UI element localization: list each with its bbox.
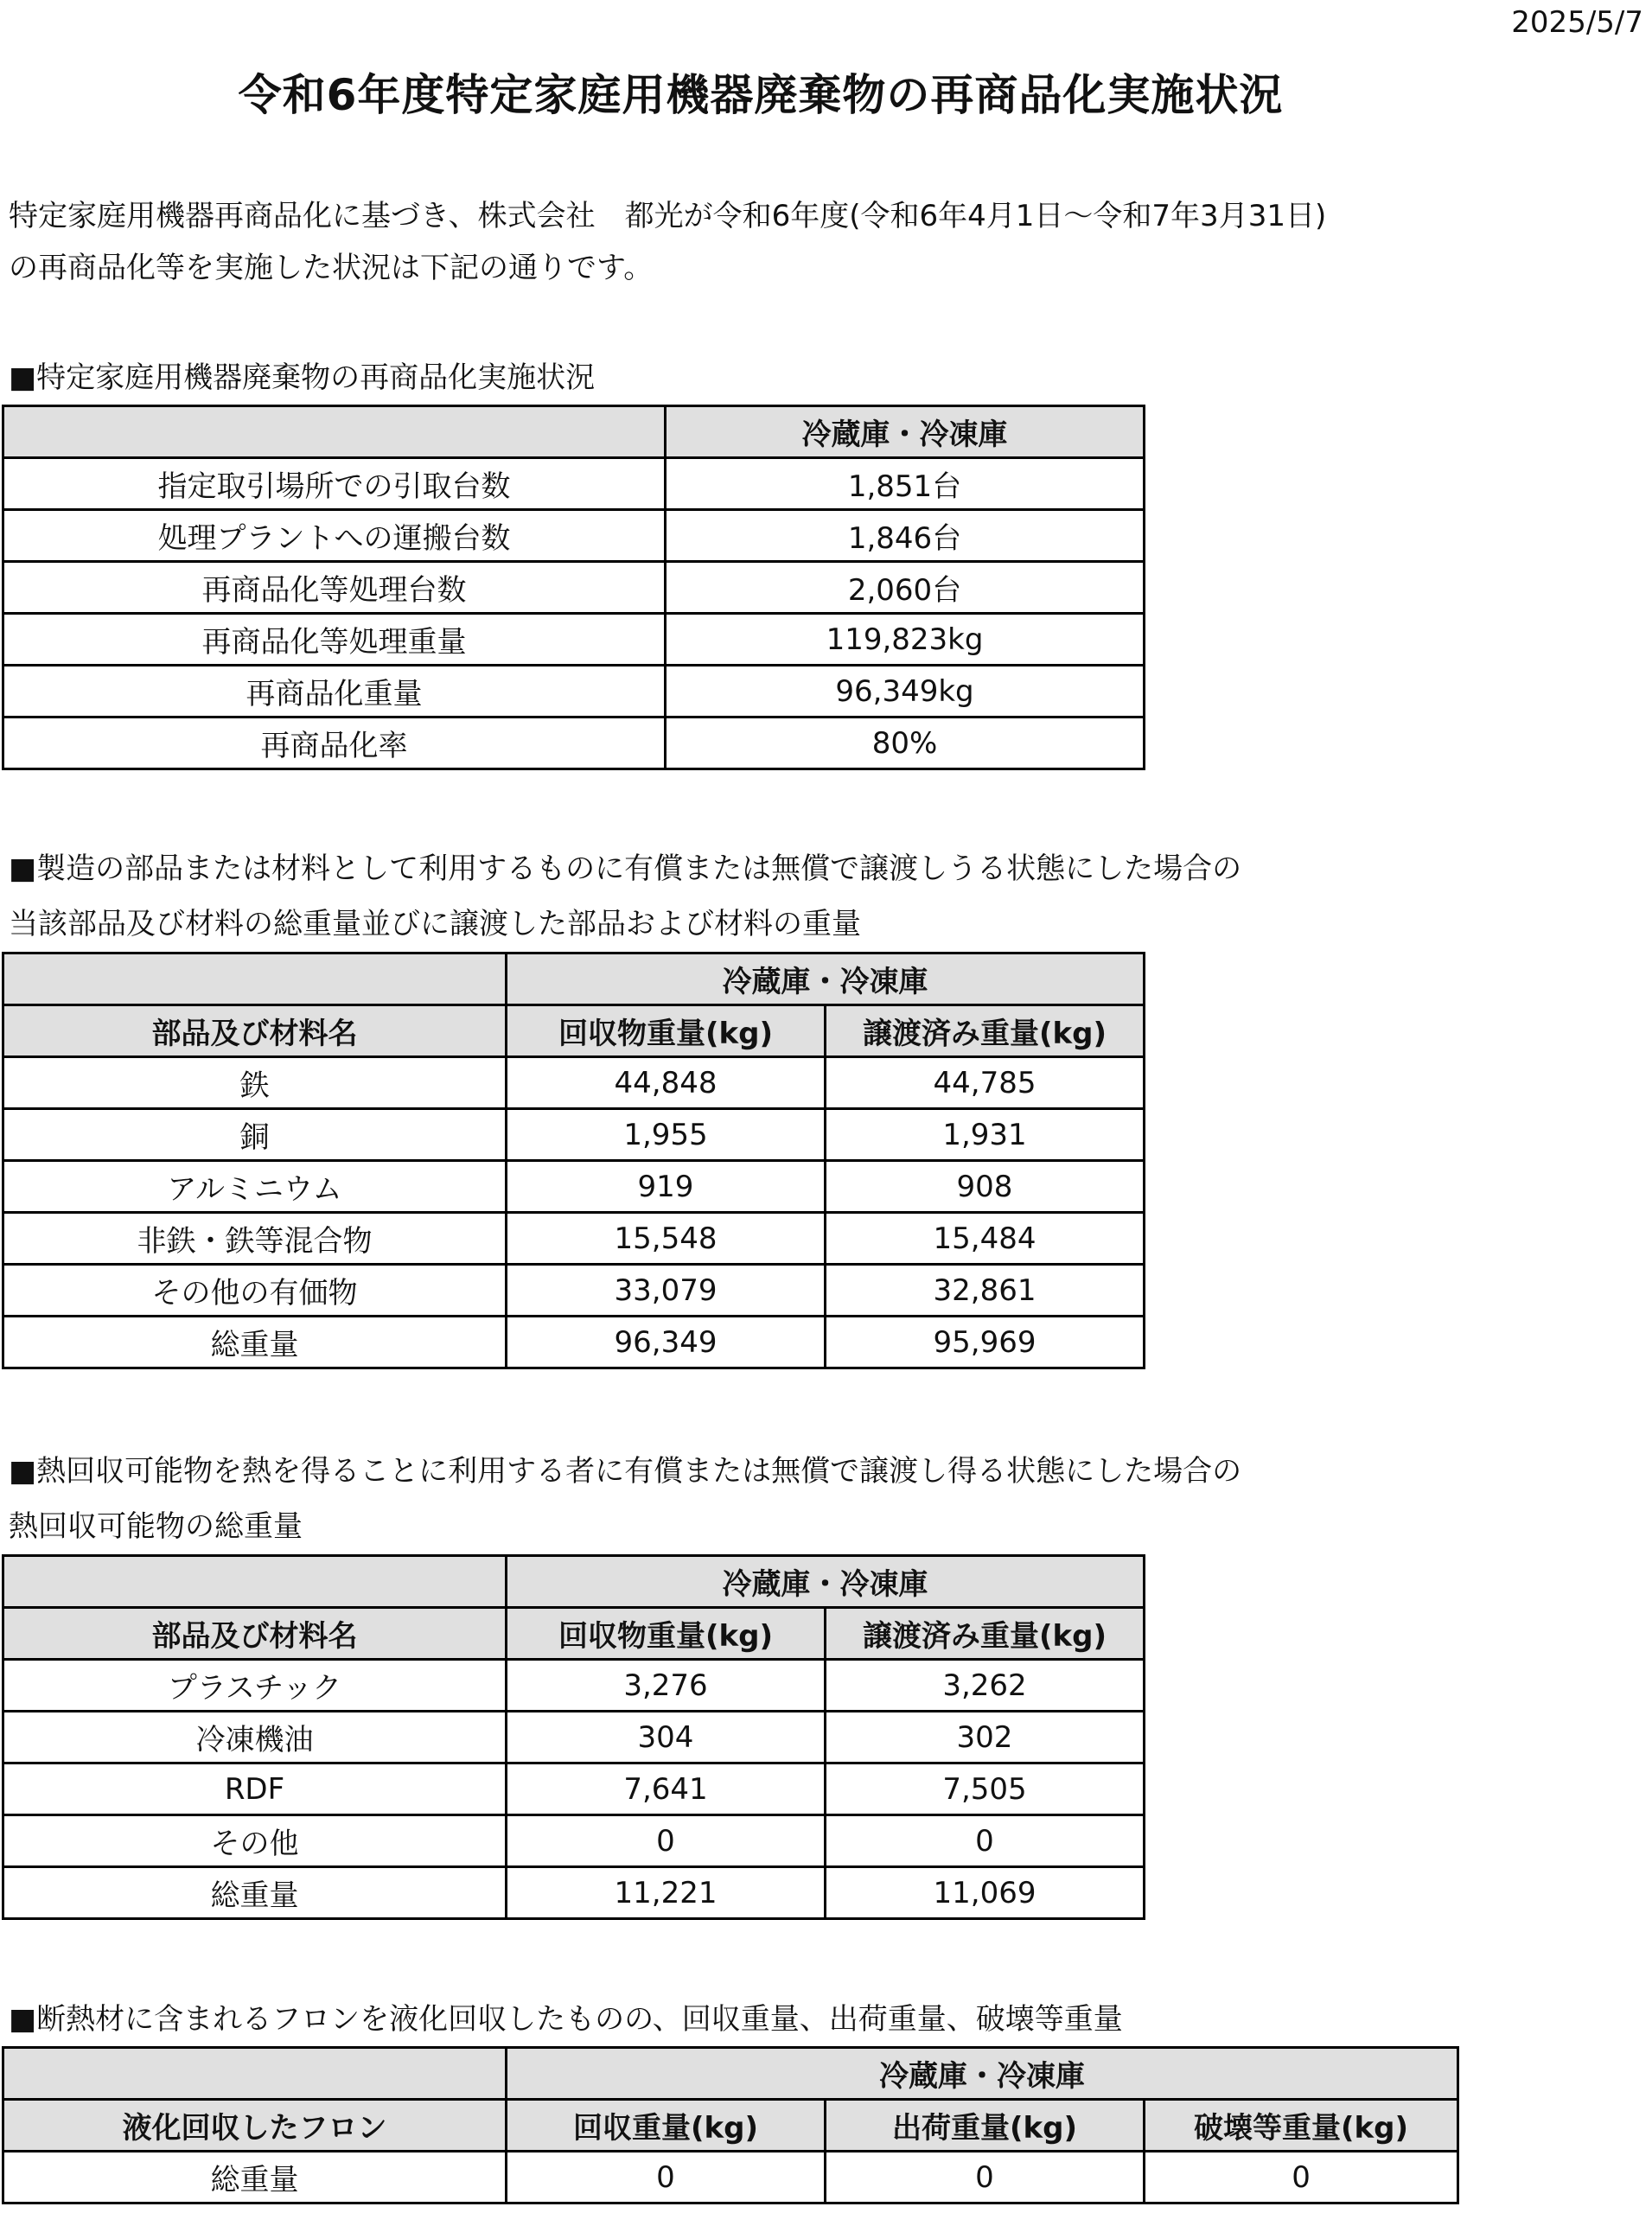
name-column-header: 部品及び材料名	[3, 1005, 507, 1057]
transferred-weight: 11,069	[826, 1867, 1145, 1919]
blank-header-cell	[3, 406, 666, 458]
document-date: 2025/5/7	[1511, 5, 1643, 40]
row-value: 96,349kg	[666, 666, 1145, 717]
transferred-weight: 302	[826, 1712, 1145, 1763]
section2-heading	[9, 841, 1241, 952]
materials-table	[2, 952, 1145, 1369]
row-label: 指定取引場所での引取台数	[3, 458, 666, 510]
recovered-weight: 11,221	[507, 1867, 826, 1919]
table-row	[3, 614, 1145, 666]
recycling-status-table	[2, 405, 1145, 770]
blank-header-cell	[3, 953, 507, 1005]
recovered-weight-header: 回収物重量(kg)	[507, 1608, 826, 1660]
material-name: その他の有価物	[3, 1265, 507, 1317]
table-row	[3, 458, 1145, 510]
recovered-weight: 304	[507, 1712, 826, 1763]
transferred-weight: 3,262	[826, 1660, 1145, 1712]
row-value: 2,060台	[666, 562, 1145, 614]
table-row	[3, 1109, 1145, 1161]
heading-line: ■製造の部品または材料として利用するものに有償または無償で譲渡しうる状態にした場合の	[9, 851, 1242, 886]
column-header: 冷蔵庫・冷凍庫	[666, 406, 1145, 458]
table-row	[3, 666, 1145, 717]
transferred-weight: 44,785	[826, 1057, 1145, 1109]
table-row	[3, 1057, 1145, 1109]
freon-table	[2, 2046, 1459, 2204]
recovered-weight: 15,548	[507, 1213, 826, 1265]
table-row	[3, 1815, 1145, 1867]
recovered-weight: 7,641	[507, 1763, 826, 1815]
material-name: アルミニウム	[3, 1161, 507, 1213]
shipped-weight-header: 出荷重量(kg)	[826, 2100, 1145, 2152]
table-row	[3, 562, 1145, 614]
intro-line: 特定家庭用機器再商品化に基づき、株式会社 都光が令和6年度(令和6年4月1日～令和7年3月31日)	[9, 199, 1327, 233]
material-name: RDF	[3, 1763, 507, 1815]
destroyed-weight: 0	[1145, 2152, 1458, 2203]
name-column-header: 液化回収したフロン	[3, 2100, 507, 2152]
table-row	[3, 1763, 1145, 1815]
material-name: その他	[3, 1815, 507, 1867]
material-name: 銅	[3, 1109, 507, 1161]
table-row	[3, 1213, 1145, 1265]
intro-line: の再商品化等を実施した状況は下記の通りです。	[9, 251, 654, 285]
material-name: プラスチック	[3, 1660, 507, 1712]
intro-paragraph	[9, 190, 1326, 294]
recovered-weight: 44,848	[507, 1057, 826, 1109]
blank-header-cell	[3, 2048, 507, 2100]
table-row	[3, 1161, 1145, 1213]
material-name: 総重量	[3, 1867, 507, 1919]
heading-line: 当該部品及び材料の総重量並びに譲渡した部品および材料の重量	[9, 907, 861, 941]
group-header: 冷蔵庫・冷凍庫	[507, 1556, 1145, 1608]
section1-heading: ■特定家庭用機器廃棄物の再商品化実施状況	[9, 360, 596, 395]
row-label: 処理プラントへの運搬台数	[3, 510, 666, 562]
material-name: 鉄	[3, 1057, 507, 1109]
table-row	[3, 1712, 1145, 1763]
table-row	[3, 1867, 1145, 1919]
heat-recovery-table	[2, 1554, 1145, 1920]
group-header: 冷蔵庫・冷凍庫	[507, 2048, 1458, 2100]
row-label: 再商品化等処理台数	[3, 562, 666, 614]
transferred-weight: 15,484	[826, 1213, 1145, 1265]
material-name: 冷凍機油	[3, 1712, 507, 1763]
heading-line: 熱回収可能物の総重量	[9, 1509, 303, 1544]
table-row	[3, 2152, 1458, 2203]
group-header: 冷蔵庫・冷凍庫	[507, 953, 1145, 1005]
heading-line: ■熱回収可能物を熱を得ることに利用する者に有償または無償で譲渡し得る状態にした場合の	[9, 1454, 1242, 1489]
transferred-weight: 908	[826, 1161, 1145, 1213]
material-name: 非鉄・鉄等混合物	[3, 1213, 507, 1265]
table-row	[3, 1317, 1145, 1368]
recovered-weight: 919	[507, 1161, 826, 1213]
table-row	[3, 1660, 1145, 1712]
transferred-weight-header: 譲渡済み重量(kg)	[826, 1005, 1145, 1057]
section3-heading	[9, 1444, 1241, 1554]
recovered-weight: 1,955	[507, 1109, 826, 1161]
transferred-weight: 32,861	[826, 1265, 1145, 1317]
name-column-header: 部品及び材料名	[3, 1608, 507, 1660]
section4-heading: ■断熱材に含まれるフロンを液化回収したものの、回収重量、出荷重量、破壊等重量	[9, 2002, 1123, 2037]
recovered-weight-header: 回収物重量(kg)	[507, 1005, 826, 1057]
page-title: 令和6年度特定家庭用機器廃棄物の再商品化実施状況	[238, 70, 1284, 120]
shipped-weight: 0	[826, 2152, 1145, 2203]
row-value: 1,846台	[666, 510, 1145, 562]
destroyed-weight-header: 破壊等重量(kg)	[1145, 2100, 1458, 2152]
recovered-weight: 96,349	[507, 1317, 826, 1368]
transferred-weight: 1,931	[826, 1109, 1145, 1161]
transferred-weight: 95,969	[826, 1317, 1145, 1368]
recovered-weight: 0	[507, 1815, 826, 1867]
row-label: 再商品化等処理重量	[3, 614, 666, 666]
row-value: 80%	[666, 717, 1145, 769]
material-name: 総重量	[3, 1317, 507, 1368]
freon-name: 総重量	[3, 2152, 507, 2203]
transferred-weight-header: 譲渡済み重量(kg)	[826, 1608, 1145, 1660]
row-value: 1,851台	[666, 458, 1145, 510]
table-row	[3, 717, 1145, 769]
transferred-weight: 0	[826, 1815, 1145, 1867]
transferred-weight: 7,505	[826, 1763, 1145, 1815]
row-label: 再商品化重量	[3, 666, 666, 717]
recovered-weight-header: 回収重量(kg)	[507, 2100, 826, 2152]
table-row	[3, 1265, 1145, 1317]
table-row	[3, 510, 1145, 562]
blank-header-cell	[3, 1556, 507, 1608]
row-value: 119,823kg	[666, 614, 1145, 666]
recovered-weight: 0	[507, 2152, 826, 2203]
recovered-weight: 33,079	[507, 1265, 826, 1317]
row-label: 再商品化率	[3, 717, 666, 769]
recovered-weight: 3,276	[507, 1660, 826, 1712]
